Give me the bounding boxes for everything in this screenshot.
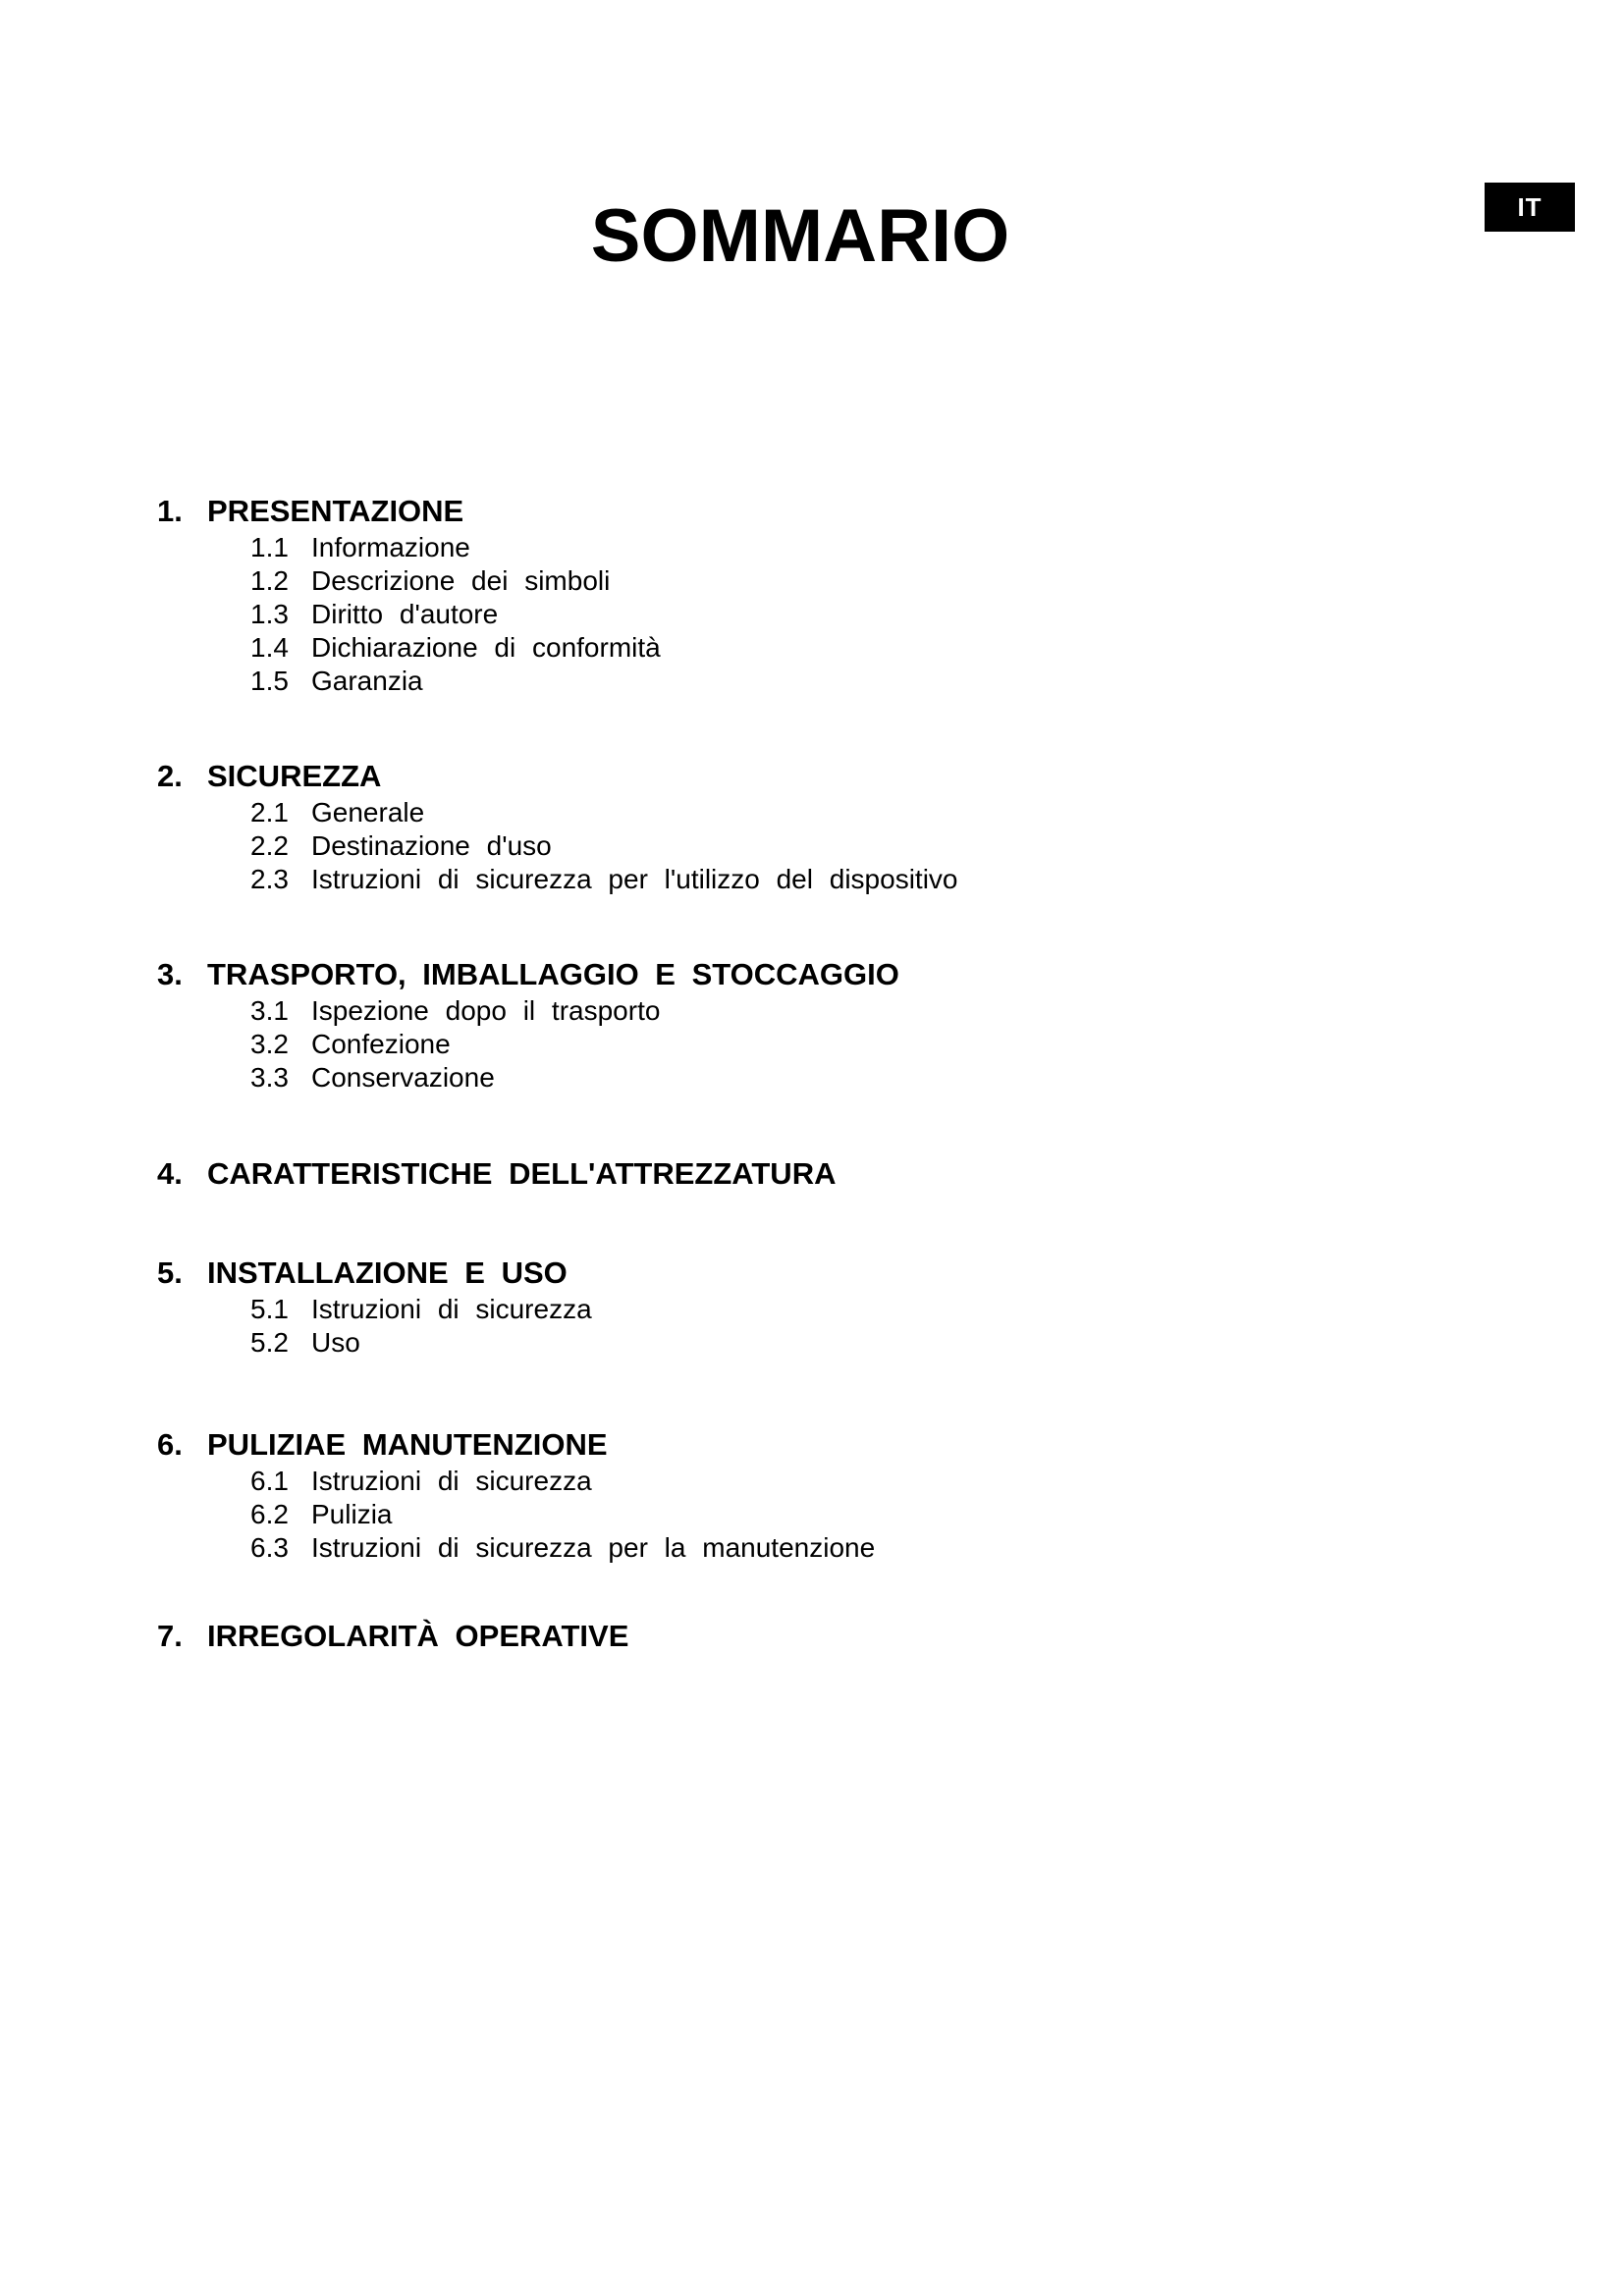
toc-subsection-title: Diritto d'autore (311, 599, 499, 629)
toc-subsection-number: 2.1 (250, 797, 289, 828)
toc-section-caratteristiche (157, 1154, 1434, 1194)
toc-subsection-number: 1.1 (250, 532, 289, 562)
toc-subsection-number: 6.1 (250, 1466, 289, 1496)
toc-subsection-title: Garanzia (311, 666, 423, 696)
toc-section-heading (157, 492, 1434, 531)
toc-section-heading (157, 1617, 1434, 1656)
toc-subsection-title: Informazione (311, 532, 470, 562)
toc-subsection (157, 829, 1434, 863)
toc-section-title: INSTALLAZIONE E USO (207, 1255, 568, 1290)
toc-subsection-title: Istruzioni di sicurezza per l'utilizzo del dispositivo (311, 864, 958, 894)
toc-subsection (157, 1498, 1434, 1531)
toc-subsection (157, 994, 1434, 1028)
toc-subsection-number: 1.2 (250, 565, 289, 596)
toc-section-number: 4. (157, 1156, 183, 1191)
toc-subsection (157, 1293, 1434, 1326)
toc-subsection-number: 3.1 (250, 995, 289, 1026)
toc-subsection-number: 2.2 (250, 830, 289, 861)
toc-section-number: 5. (157, 1255, 183, 1290)
toc-section-heading (157, 1254, 1434, 1293)
toc-section-title: PRESENTAZIONE (207, 494, 464, 528)
toc-subsection (157, 1326, 1434, 1360)
toc-subsection (157, 531, 1434, 564)
toc-section-title: PULIZIAE MANUTENZIONE (207, 1427, 608, 1462)
toc-subsection-title: Istruzioni di sicurezza (311, 1294, 592, 1324)
toc-section-presentazione (157, 492, 1434, 698)
toc-subsection-title: Istruzioni di sicurezza per la manutenzione (311, 1532, 876, 1563)
toc-subsection-number: 2.3 (250, 864, 289, 894)
toc-section-irregolarita (157, 1617, 1434, 1656)
toc-subsection (157, 1061, 1434, 1095)
toc-section-heading (157, 955, 1434, 994)
toc-subsection (157, 665, 1434, 698)
toc-subsection-number: 1.5 (250, 666, 289, 696)
toc-subsection (157, 1531, 1434, 1565)
toc-section-number: 2. (157, 759, 183, 793)
toc-subsection-number: 1.3 (250, 599, 289, 629)
toc-section-installazione (157, 1254, 1434, 1360)
toc-subsection (157, 598, 1434, 631)
toc-subsection (157, 564, 1434, 598)
toc-section-title: CARATTERISTICHE DELL'ATTREZZATURA (207, 1156, 837, 1191)
toc-subsection-title: Descrizione dei simboli (311, 565, 611, 596)
language-badge: IT (1485, 183, 1575, 232)
toc-section-trasporto (157, 955, 1434, 1095)
toc-section-heading (157, 757, 1434, 796)
toc-subsection-title: Istruzioni di sicurezza (311, 1466, 592, 1496)
toc-subsection (157, 631, 1434, 665)
toc-subsection-number: 1.4 (250, 632, 289, 663)
toc-subsection-number: 5.2 (250, 1327, 289, 1358)
toc-subsection (157, 1028, 1434, 1061)
toc-subsection-number: 3.3 (250, 1062, 289, 1093)
toc-subsection-number: 5.1 (250, 1294, 289, 1324)
toc-section-heading (157, 1425, 1434, 1465)
toc-subsection-title: Dichiarazione di conformità (311, 632, 661, 663)
toc-subsection-title: Conservazione (311, 1062, 495, 1093)
toc-section-number: 3. (157, 957, 183, 991)
toc-section-sicurezza (157, 757, 1434, 896)
toc-subsection (157, 1465, 1434, 1498)
toc-section-number: 7. (157, 1619, 183, 1653)
toc-subsection-title: Uso (311, 1327, 360, 1358)
toc-section-title: TRASPORTO, IMBALLAGGIO E STOCCAGGIO (207, 957, 899, 991)
toc-section-heading (157, 1154, 1434, 1194)
toc-section-number: 6. (157, 1427, 183, 1462)
toc-section-title: IRREGOLARITÀ OPERATIVE (207, 1619, 629, 1653)
toc-subsection (157, 863, 1434, 896)
toc-subsection-title: Generale (311, 797, 425, 828)
toc-section-pulizia (157, 1425, 1434, 1565)
toc-subsection-number: 3.2 (250, 1029, 289, 1059)
toc-subsection-title: Destinazione d'uso (311, 830, 552, 861)
toc-section-number: 1. (157, 494, 183, 528)
toc-subsection-title: Confezione (311, 1029, 451, 1059)
page-title: SOMMARIO (590, 194, 1010, 278)
toc-subsection-title: Ispezione dopo il trasporto (311, 995, 661, 1026)
toc-subsection-title: Pulizia (311, 1499, 393, 1529)
toc-subsection-number: 6.2 (250, 1499, 289, 1529)
toc-subsection (157, 796, 1434, 829)
toc-section-title: SICUREZZA (207, 759, 382, 793)
toc-subsection-number: 6.3 (250, 1532, 289, 1563)
